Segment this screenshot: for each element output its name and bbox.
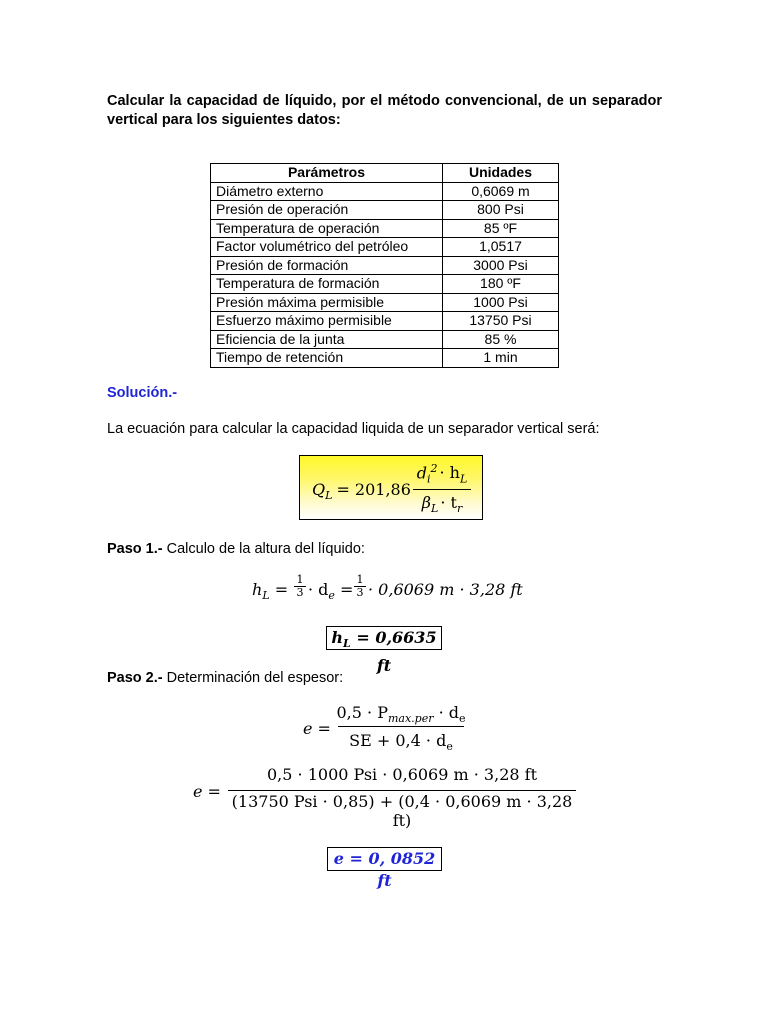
table-row (211, 201, 559, 220)
header-units: Unidades (443, 164, 559, 183)
table-row (211, 293, 559, 312)
param-value: 3000 Psi (443, 256, 559, 275)
parameters-table (210, 163, 559, 368)
param-value: 180 ºF (443, 275, 559, 294)
param-name: Presión máxima permisible (211, 293, 443, 312)
param-name: Diámetro externo (211, 182, 443, 201)
table-row (211, 312, 559, 331)
param-value: 85 % (443, 330, 559, 349)
param-name: Factor volumétrico del petróleo (211, 238, 443, 257)
param-name: Temperatura de formación (211, 275, 443, 294)
param-value: 85 ºF (443, 219, 559, 238)
step2-result-box: e = 0, 0852 ft (327, 847, 442, 871)
table-row (211, 238, 559, 257)
table-row (211, 219, 559, 238)
fraction-line (413, 489, 471, 490)
solution-heading: Solución.- (107, 385, 178, 401)
param-value: 13750 Psi (443, 312, 559, 331)
fraction-line (338, 726, 464, 727)
step1-result-box: $h_L = 0,6635$ ft (326, 626, 442, 650)
problem-statement: Calcular la capacidad de líquido, por el método convencional, de un separador vertical para los siguientes datos: (107, 93, 662, 128)
step1-lhs: $h_L$ = (252, 580, 289, 603)
equation-numerator: $d_i^2 \cdot h_L$ (416, 462, 468, 486)
step2-eq2-denominator: (13750 Psi · 0,85) + (0,4 · 0,6069 m · 3,28 ft) (231, 792, 573, 830)
param-value: 1 min (443, 349, 559, 368)
table-row (211, 330, 559, 349)
param-value: 800 Psi (443, 201, 559, 220)
param-name: Presión de operación (211, 201, 443, 220)
table-row (211, 182, 559, 201)
param-name: Esfuerzo máximo permisible (211, 312, 443, 331)
equation-lhs: $Q_L = 201,86$ (312, 480, 411, 503)
param-name: Tiempo de retención (211, 349, 443, 368)
param-value: 1,0517 (443, 238, 559, 257)
equation-intro: La ecuación para calcular la capacidad liquida de un separador vertical será: (107, 421, 600, 437)
equation-denominator: $\beta_L \cdot t_r$ (421, 493, 463, 516)
step2-eq1-denominator: SE + $0,4 \cdot d_e$ (349, 731, 453, 754)
step1-heading: Paso 1.- Calculo de la altura del líquido: (107, 541, 365, 557)
param-name: Eficiencia de la junta (211, 330, 443, 349)
table-row (211, 256, 559, 275)
step2-eq2-lhs: e = (193, 782, 221, 801)
step2-eq1-lhs: e = (303, 719, 331, 738)
step1-term: · $d_e$ = (308, 580, 354, 603)
param-name: Presión de formación (211, 256, 443, 275)
step2-eq2-numerator: 0,5 · 1000 Psi · 0,6069 m · 3,28 ft (267, 765, 537, 784)
param-value: 0,6069 m (443, 182, 559, 201)
param-value: 1000 Psi (443, 293, 559, 312)
main-equation-box (299, 455, 483, 520)
step1-rest: · 0,6069 m · 3,28 ft (368, 580, 523, 599)
step2-heading: Paso 2.- Determinación del espesor: (107, 670, 344, 686)
table-row (211, 275, 559, 294)
header-parameters: Parámetros (211, 164, 443, 183)
fraction-line (228, 790, 576, 791)
step1-fraction-a: $\frac{1}{3}$ (294, 573, 306, 599)
step1-fraction-b: $\frac{1}{3}$ (354, 573, 366, 599)
table-row (211, 349, 559, 368)
table-header-row (211, 164, 559, 183)
step2-eq1-numerator: $0,5 \cdot P_{max.per} \cdot d_e$ (336, 703, 466, 726)
param-name: Temperatura de operación (211, 219, 443, 238)
